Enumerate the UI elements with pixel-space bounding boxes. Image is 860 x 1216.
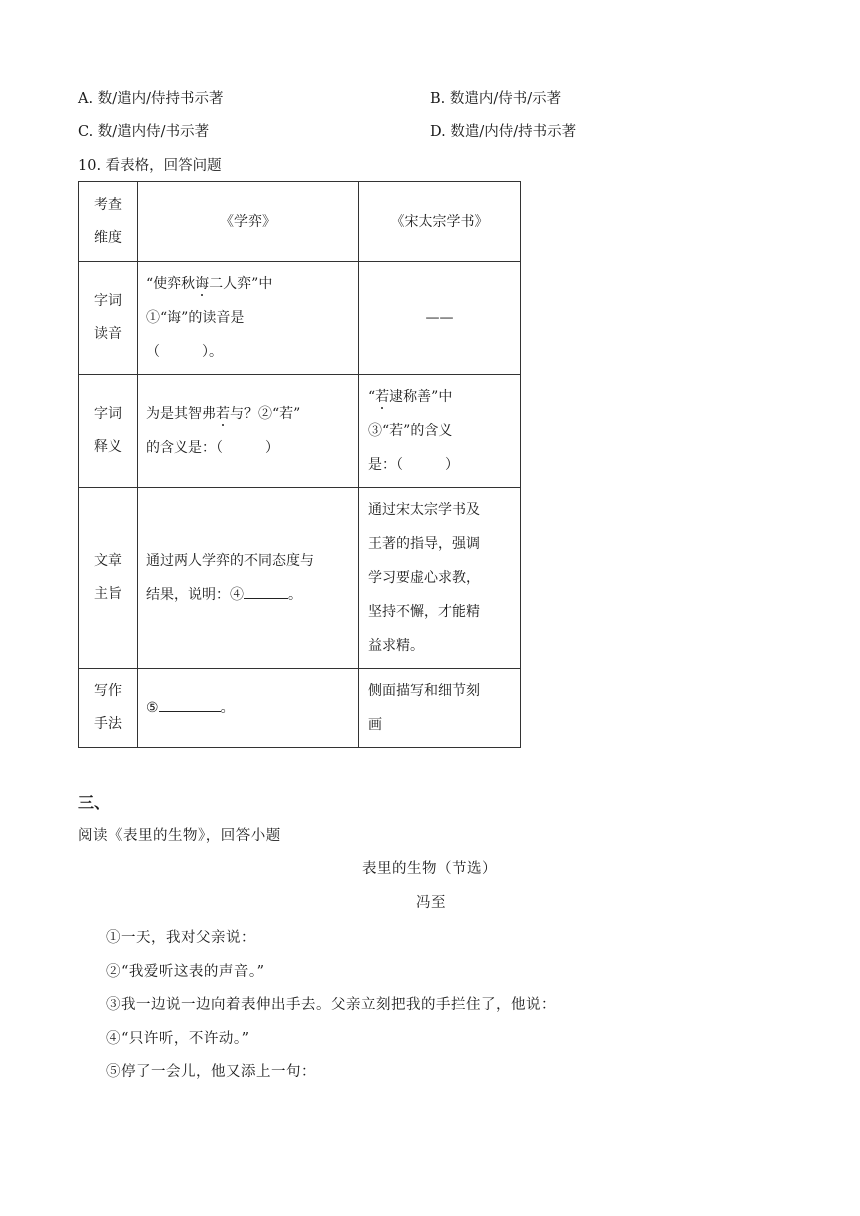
answer-blank: （ ）。 <box>146 344 223 360</box>
header-dimension-cell <box>79 182 138 262</box>
dim-line2: 手法 <box>94 716 122 732</box>
cell-line <box>368 380 520 414</box>
paragraph-1: ①一天，我对父亲说： <box>106 930 256 946</box>
table-row-meaning <box>79 375 521 488</box>
fill-blank-line <box>244 584 288 599</box>
text-span: “使弈秋 <box>146 276 196 292</box>
answer-blank: 的含义是：（ ） <box>146 440 279 456</box>
technique-songtaizong-cell <box>359 669 521 748</box>
cell-line: 坚持不懈，才能精 <box>368 604 480 620</box>
theme-xueyi-cell <box>138 488 359 669</box>
text-span: 逮称善”中 <box>389 389 453 405</box>
dim-theme-cell <box>79 488 138 669</box>
text-span: 结果，说明：④ <box>146 587 244 603</box>
emphasis-dot-char: 若 <box>216 406 230 422</box>
dim-meaning-cell <box>79 375 138 488</box>
dim-line1: 写作 <box>94 683 122 699</box>
table-row-pronunciation <box>79 262 521 375</box>
header-dim-line1: 考查 <box>94 196 122 213</box>
table-row-theme <box>79 488 521 669</box>
text-span: 与？②“若” <box>230 406 301 422</box>
meaning-songtaizong-cell <box>359 375 521 488</box>
comparison-table <box>78 181 521 748</box>
dim-line1: 字词 <box>94 293 122 309</box>
meaning-xueyi-cell <box>138 375 359 488</box>
technique-xueyi-cell <box>138 669 359 748</box>
header-xueyi-cell: 《学弈》 <box>138 182 359 262</box>
answer-blank: 是：（ ） <box>368 457 459 473</box>
dim-line1: 字词 <box>94 406 122 422</box>
option-c: C. 数/遣内侍/书示著 <box>78 124 210 140</box>
cell-line: 通过两人学弈的不同态度与 <box>146 553 314 569</box>
header-songtaizong-cell: 《宋太宗学书》 <box>359 182 521 262</box>
emphasis-dot-char: 若 <box>375 389 390 405</box>
paragraph-2: ②“我爱听这表的声音。” <box>106 964 265 980</box>
dim-line2: 读音 <box>94 326 122 342</box>
cell-line: 画 <box>368 717 382 733</box>
cell-line <box>146 267 358 301</box>
pronunciation-xueyi-cell <box>138 262 359 375</box>
cell-line: 侧面描写和细节刻 <box>368 683 480 699</box>
text-span: 二人弈”中 <box>209 276 273 292</box>
cell-line: 王著的指导，强调 <box>368 536 480 552</box>
dim-technique-cell <box>79 669 138 748</box>
dim-line2: 主旨 <box>94 586 122 602</box>
cell-line: ③“若”的含义 <box>368 423 453 439</box>
option-b: B. 数遣内/侍书/示著 <box>430 91 562 107</box>
table-header-row <box>79 182 521 262</box>
cell-line <box>146 691 358 725</box>
emphasis-dot-char: 诲 <box>195 276 210 292</box>
option-a: A. 数/遣内/侍持书示著 <box>78 91 224 107</box>
header-dim-line2: 维度 <box>94 229 122 246</box>
cell-line: 学习要虚心求教， <box>368 570 480 586</box>
theme-songtaizong-cell <box>359 488 521 669</box>
text-span: ⑤ <box>146 700 159 716</box>
text-span: 为是其智弗 <box>146 406 216 422</box>
table-row-technique <box>79 669 521 748</box>
text-span: 。 <box>220 700 235 716</box>
cell-line: ①“诲”的读音是 <box>146 310 245 326</box>
cell-line <box>146 397 358 431</box>
dim-pronunciation-cell <box>79 262 138 375</box>
cell-line: 通过宋太宗学书及 <box>368 502 480 518</box>
option-d: D. 数遣/内侍/持书示著 <box>430 124 577 140</box>
paragraph-4: ④“只许听，不许动。” <box>106 1031 250 1047</box>
dim-line1: 文章 <box>94 553 122 569</box>
cell-line: 益求精。 <box>368 638 424 654</box>
fill-blank-line <box>159 697 221 712</box>
article-author: 冯至 <box>416 895 446 911</box>
paragraph-5: ⑤停了一会儿，他又添上一句： <box>106 1064 316 1080</box>
text-span: “ <box>368 389 376 405</box>
dim-line2: 释义 <box>94 439 122 455</box>
cell-line <box>146 578 358 612</box>
pronunciation-songtaizong-cell: —— <box>359 262 521 375</box>
article-title: 表里的生物（节选） <box>362 861 497 877</box>
section-heading: 三、 <box>78 793 111 812</box>
text-span: 。 <box>288 587 302 603</box>
question-10-title: 10. 看表格，回答问题 <box>78 158 222 174</box>
paragraph-3: ③我一边说一边向着表伸出手去。父亲立刻把我的手拦住了，他说： <box>106 997 556 1013</box>
section-instruction: 阅读《表里的生物》，回答小题 <box>78 828 281 844</box>
